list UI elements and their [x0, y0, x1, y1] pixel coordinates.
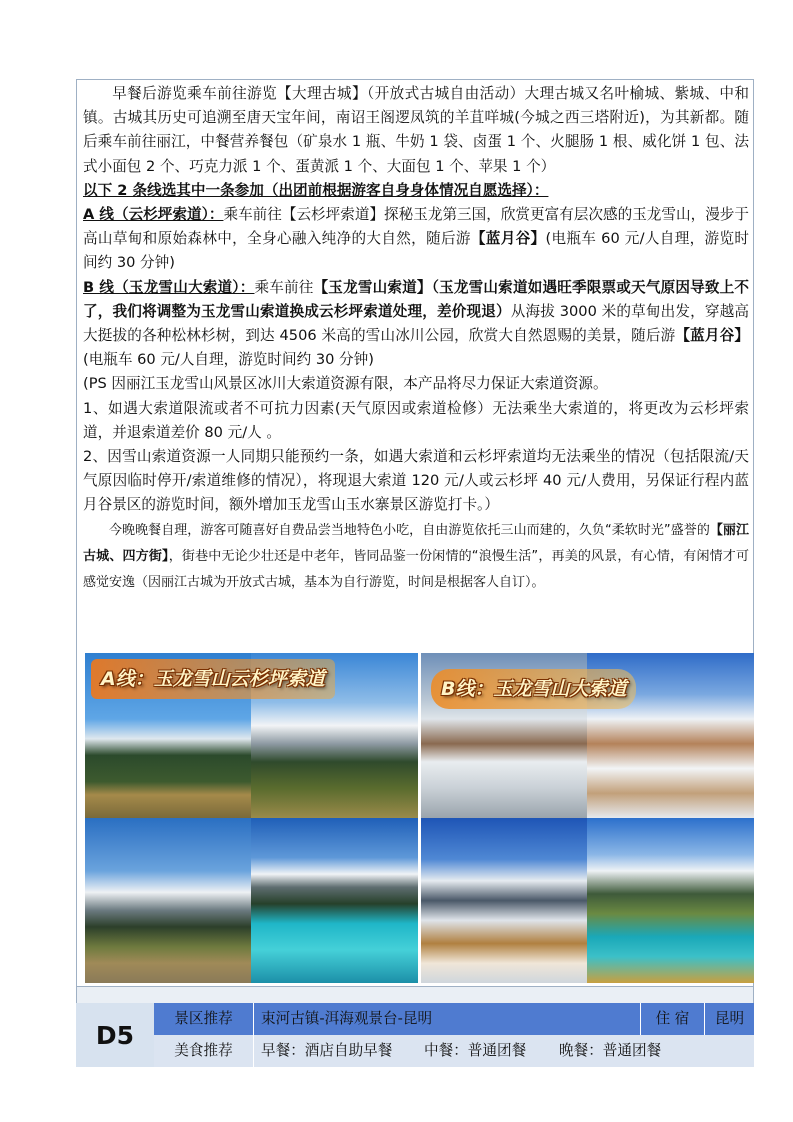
- line-b-bold2: 【蓝月谷】: [675, 327, 749, 345]
- lunch: 中餐：普通团餐: [424, 1042, 527, 1059]
- food-row: [154, 1035, 754, 1067]
- breakfast: 早餐：酒店自助早餐: [261, 1042, 393, 1059]
- dinner: 晚餐：普通团餐: [559, 1042, 662, 1059]
- stay-value: 昆明: [714, 1010, 745, 1027]
- paragraph-dali: [83, 82, 749, 179]
- line-b-label: B 线（玉龙雪山大索道）：: [83, 278, 255, 296]
- note-1: 1、如遇大索道限流或者不可抗力因素(天气原因或索道检修）无法乘坐大索道的，将更改为云杉坪索道，并退索道差价 80 元/人 。: [83, 399, 749, 441]
- scenic-label: 景区推荐: [154, 1003, 254, 1035]
- evening-paragraph: [83, 518, 749, 596]
- line-a-bold: 【蓝月谷】: [470, 230, 546, 248]
- line-b-text: 从海拔 3000 米的草甸出发，穿越高大挺拔的各种松林杉树，到达 4506 米高的雪山冰川公园，欣赏大自然恩赐的美景，随后游: [83, 302, 749, 345]
- itinerary-text: [83, 82, 749, 596]
- table-spacer: [76, 987, 754, 1003]
- photo-collage-b: [421, 653, 754, 983]
- food-label: 美食推荐: [154, 1035, 254, 1067]
- scenic-value: 束河古镇-洱海观景台-昆明: [254, 1003, 641, 1035]
- stay-label: 住 宿: [641, 1003, 705, 1035]
- line-b: [83, 276, 749, 373]
- line-b-bold1: 【玉龙雪山索道】（玉龙雪山索道如遇旺季限票或天气原因导致上不了，我们将调整为玉龙雪山索道换成云杉坪索道处理，差价现退）: [83, 278, 749, 320]
- photo-b-3: [421, 818, 587, 983]
- day-table: [76, 987, 754, 1067]
- photo-b-banner: B线：玉龙雪山大索道: [431, 669, 636, 709]
- photo-a-4: [251, 818, 418, 983]
- photo-a-banner: A线：玉龙雪山云杉坪索道: [91, 659, 335, 699]
- choice-header: 以下 2 条线选其中一条参加（出团前根据游客自身身体情况自愿选择）：: [83, 181, 549, 199]
- ps-note: (PS 因丽江玉龙雪山风景区冰川大索道资源有限，本产品将尽力保证大索道资源。: [83, 375, 608, 393]
- photo-collage-a: [85, 653, 418, 983]
- note-2: 2、因雪山索道资源一人同期只能预约一条，如遇大索道和云杉坪索道均无法乘坐的情况（包括限流/天气原因临时停开/索道维修的情况），将现退大索道 120 元/人或云杉坪 40 元/人费用，另保证行程内蓝月谷景区的游览时间，额外增加玉龙雪山玉水寨景区游览打卡。）: [83, 448, 749, 514]
- evening-pre: 今晚晚餐自理，游客可随喜好自费品尝当地特色小吃，自由游览依托三山而建的，久负“柔软时光”盛誉的: [109, 522, 710, 538]
- line-b-tail: (电瓶车 60 元/人自理，游览时间约 30 分钟): [83, 351, 374, 369]
- line-a-label: A 线（云杉坪索道）：: [83, 206, 224, 224]
- line-a-text: 乘车前往【云杉坪索道】探秘玉龙第三国，欣赏更富有层次感的玉龙雪山，漫步于高山草甸和原始森林中，全身心融入纯净的大自然，随后游: [83, 206, 749, 248]
- evening-post: ，街巷中无论少壮还是中老年，皆同品鉴一份闲情的“浪慢生活”，再美的风景，有心情，有闲情才可感觉安逸（因丽江古城为开放式古城，基本为自行游览，时间是根据客人自订）。: [83, 548, 749, 590]
- evening-bold: 【丽江古城、四方街】: [83, 522, 749, 564]
- line-a: [83, 203, 749, 276]
- dali-text: 早餐后游览乘车前往游览【大理古城】（开放式古城自由活动）大理古城又名叶榆城、紫城、中和镇。古城其历史可追溯至唐天宝年间，南诏王阁逻凤筑的羊苴咩城(今城之西三塔附近)，为其新都。随后乘车前往丽江，中餐营养餐包（矿泉水 1 瓶、牛奶 1 袋、卤蛋 1 个、火腿肠 1 根、威化饼 1 包、法式小面包 2 个、巧克力派 1 个、蛋黄派 1 个、大面包 1 个、苹果 1 个）: [83, 85, 749, 175]
- photo-b-4: [587, 818, 754, 983]
- line-a-tail: (电瓶车 60 元/人自理，游览时间约 30 分钟): [83, 230, 749, 272]
- line-b-pre: 乘车前往: [254, 278, 314, 296]
- day-label: D5: [76, 1003, 154, 1067]
- photo-a-3: [85, 818, 251, 983]
- scenic-row: [154, 1003, 754, 1035]
